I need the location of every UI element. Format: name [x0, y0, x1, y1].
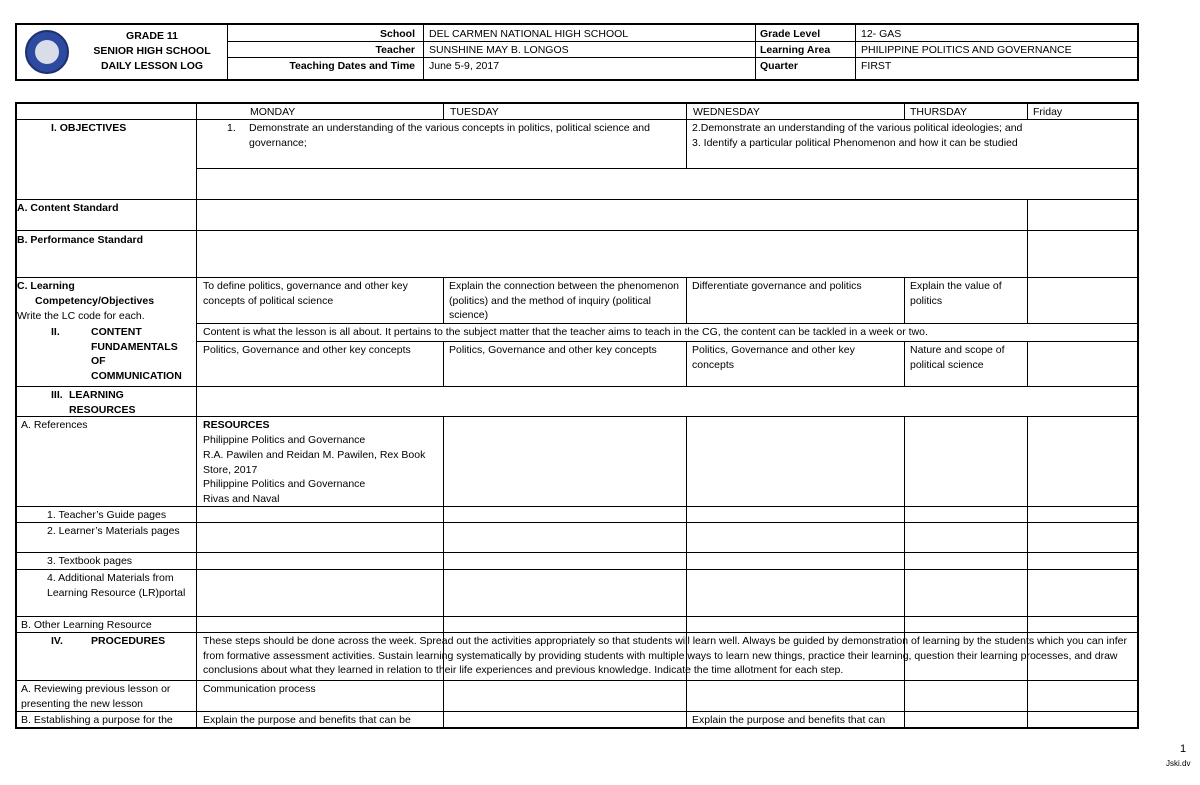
- objective-monday-line1: Demonstrate an understanding of the various concepts in politics, political science and: [249, 122, 650, 134]
- competency-monday: To define politics, governance and other key concepts of political science: [203, 280, 408, 307]
- row-rule: [17, 522, 1137, 523]
- column-divider: [904, 104, 905, 120]
- objective-number: 1.: [227, 122, 236, 134]
- row-rule: [17, 632, 1137, 633]
- header-divider: [855, 25, 856, 79]
- row-rule: [17, 552, 1137, 553]
- reviewing-monday: Communication process: [203, 683, 316, 695]
- purpose-wednesday: Explain the purpose and benefits that can: [692, 714, 886, 726]
- content-standard-label: A. Content Standard: [17, 202, 119, 214]
- objective-monday-line2: governance;: [249, 137, 307, 149]
- row-rule: [17, 416, 1137, 417]
- row-rule: [196, 323, 1137, 324]
- day-thursday: THURSDAY: [910, 106, 967, 118]
- purpose-monday: Explain the purpose and benefits that can be: [203, 714, 411, 726]
- quarter-label: Quarter: [760, 60, 798, 72]
- deped-seal-icon: [25, 30, 69, 74]
- grade-level-label: Grade Level: [760, 28, 821, 40]
- learning-resources-number: III.: [51, 389, 63, 401]
- resource-line-1: Philippine Politics and Governance: [203, 434, 366, 446]
- school-label: School: [379, 28, 415, 40]
- procedures-label: PROCEDURES: [91, 635, 166, 647]
- competency-label-2: Competency/Objectives: [35, 295, 155, 307]
- column-divider: [1027, 342, 1028, 386]
- content-monday: Politics, Governance and other key concepts: [203, 344, 411, 356]
- reviewing-label: A. Reviewing previous lesson or presenting the new lesson: [21, 683, 171, 710]
- other-resource-label: B. Other Learning Resource: [21, 619, 152, 631]
- competency-thursday: Explain the value of politics: [910, 280, 1002, 307]
- teacher-label: Teacher: [375, 44, 415, 56]
- footer-code: Jski.dv: [1166, 759, 1191, 768]
- additional-materials-label: 4. Additional Materials from Learning Resource (LR)portal: [47, 572, 186, 599]
- column-divider: [1027, 104, 1028, 120]
- teacher-value: SUNSHINE MAY B. LONGOS: [429, 44, 569, 56]
- row-rule: [17, 616, 1137, 617]
- row-rule: [196, 168, 1137, 169]
- textbook-label: 3. Textbook pages: [47, 555, 133, 567]
- header-block: [15, 23, 1139, 81]
- performance-standard-label: B. Performance Standard: [17, 234, 144, 246]
- header-left: [17, 25, 228, 79]
- procedures-note: These steps should be done across the week. Spread out the activities appropriately so that students will learn well. Always be guided by demonstration of learning by the students which you can infer from formative assessment activities. Sustain learning systematically by providing students with multiple ways to learn new things, practice their learning, question their learning processes, and draw conclusions about what they learned in relation to their life experiences and previous knowledge. Indicate the time allotment for each step.: [203, 635, 1127, 677]
- day-monday: MONDAY: [250, 106, 296, 118]
- school-value: DEL CARMEN NATIONAL HIGH SCHOOL: [429, 28, 629, 40]
- column-divider: [686, 104, 687, 169]
- objectives-label: I. OBJECTIVES: [51, 122, 127, 134]
- day-wednesday: WEDNESDAY: [693, 106, 760, 118]
- competency-tuesday: Explain the connection between the phenomenon (politics) and the method of inquiry (political science): [449, 280, 679, 322]
- learning-area-label: Learning Area: [760, 44, 831, 56]
- dates-value: June 5-9, 2017: [429, 60, 500, 72]
- row-rule: [17, 569, 1137, 570]
- competency-label-3: Write the LC code for each.: [17, 310, 145, 322]
- content-number: II.: [51, 326, 60, 338]
- grade-title: GRADE 11: [126, 30, 178, 42]
- header-rule: [227, 41, 1139, 42]
- learners-materials-label: 2. Learner’s Materials pages: [47, 525, 180, 537]
- objective-wednesday-line2: 3. Identify a particular political Phenomenon and how it can be studied: [692, 137, 1018, 149]
- header-rule: [227, 57, 1139, 58]
- teachers-guide-label: 1. Teacher’s Guide pages: [47, 509, 167, 521]
- objective-wednesday-line1: 2.Demonstrate an understanding of the various political ideologies; and: [692, 122, 1023, 134]
- column-divider: [686, 278, 687, 324]
- grade-level-value: 12- GAS: [861, 28, 902, 40]
- column-divider: [686, 342, 687, 386]
- page-number: 1: [1180, 743, 1187, 755]
- learning-area-value: PHILIPPINE POLITICS AND GOVERNANCE: [861, 44, 1072, 56]
- resource-line-3: Philippine Politics and Governance: [203, 478, 366, 490]
- content-note: Content is what the lesson is all about. It pertains to the subject matter that the teacher aims to teach in the CG, the content can be tackled in a week or two.: [203, 326, 928, 338]
- log-title: DAILY LESSON LOG: [100, 60, 204, 72]
- row-rule: [17, 199, 1137, 200]
- row-rule: [17, 230, 1137, 231]
- competency-wednesday: Differentiate governance and politics: [692, 280, 862, 292]
- resources-heading: RESOURCES: [203, 419, 270, 431]
- column-divider: [1027, 200, 1028, 324]
- references-label: A. References: [21, 419, 88, 431]
- learning-resources-label: LEARNING RESOURCES: [69, 389, 136, 416]
- header-divider: [755, 25, 756, 79]
- purpose-label: B. Establishing a purpose for the: [21, 714, 173, 726]
- row-rule: [17, 119, 1137, 120]
- quarter-value: FIRST: [861, 60, 892, 72]
- school-level-title: SENIOR HIGH SCHOOL: [93, 45, 211, 57]
- column-divider: [443, 104, 444, 120]
- day-tuesday: TUESDAY: [450, 106, 499, 118]
- header-divider: [423, 25, 424, 79]
- row-rule: [196, 341, 1137, 342]
- day-friday: Friday: [1033, 106, 1063, 118]
- column-divider: [443, 712, 444, 727]
- row-rule: [17, 506, 1137, 507]
- dates-label: Teaching Dates and Time: [289, 60, 415, 72]
- row-rule: [17, 386, 1137, 387]
- content-thursday: Nature and scope of political science: [910, 344, 1005, 371]
- lesson-log-table: [15, 102, 1139, 729]
- row-rule: [17, 277, 1137, 278]
- column-divider: [904, 278, 905, 324]
- column-divider: [1027, 712, 1028, 727]
- content-wednesday: Politics, Governance and other key concepts: [692, 344, 855, 371]
- row-rule: [17, 680, 1137, 681]
- content-label: CONTENT FUNDAMENTALS OF COMMUNICATION: [91, 326, 182, 383]
- column-divider: [904, 712, 905, 727]
- resource-line-2: R.A. Pawilen and Reidan M. Pawilen, Rex Book Store, 2017: [203, 449, 426, 476]
- resource-line-4: Rivas and Naval: [203, 493, 280, 505]
- competency-label-1: C. Learning: [17, 280, 75, 292]
- procedures-number: IV.: [51, 635, 63, 647]
- column-divider: [904, 342, 905, 386]
- content-tuesday: Politics, Governance and other key concepts: [449, 344, 657, 356]
- column-divider: [443, 278, 444, 324]
- column-divider: [443, 342, 444, 386]
